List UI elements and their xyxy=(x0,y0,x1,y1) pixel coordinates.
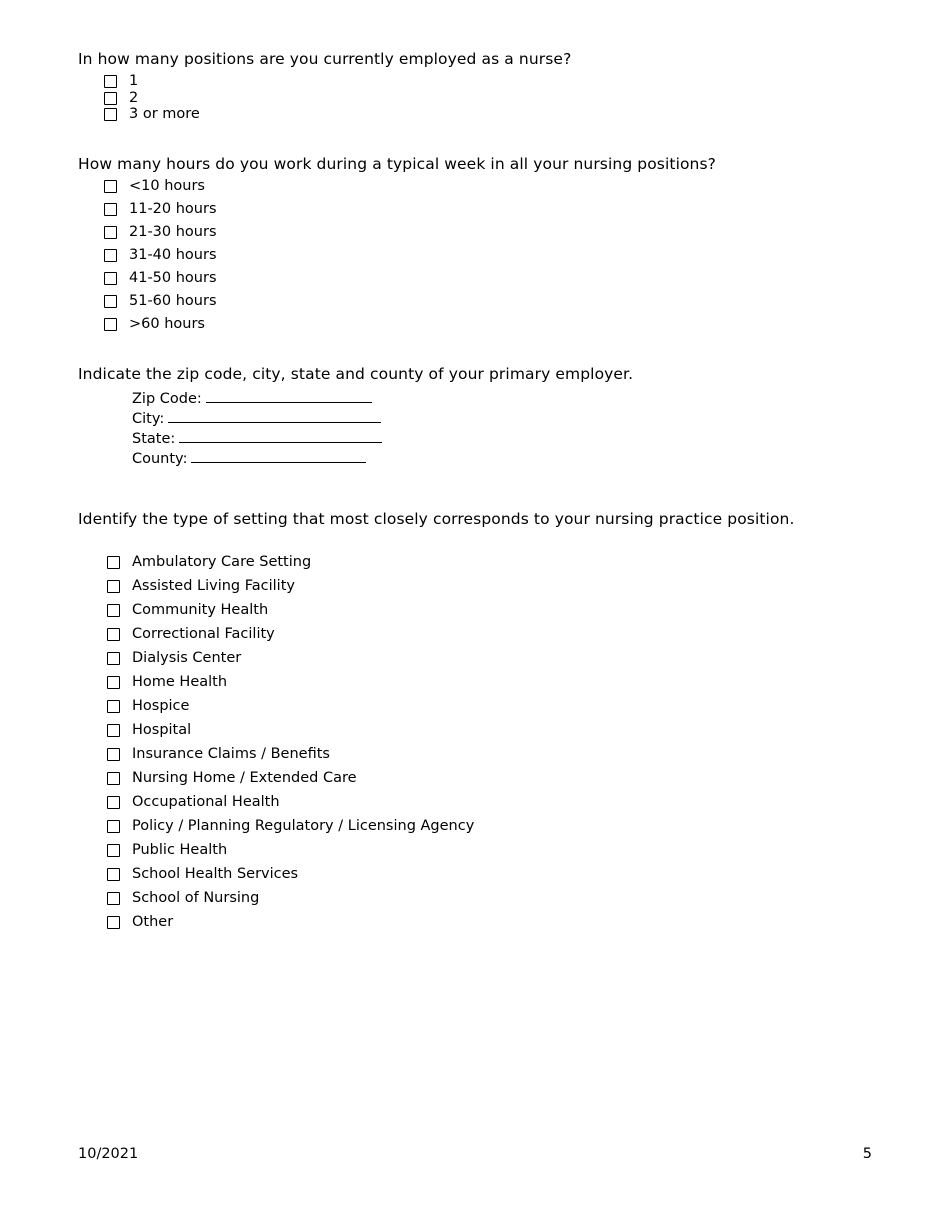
option-row[interactable] xyxy=(107,915,872,930)
option-list-hours-worked xyxy=(78,179,872,332)
field-label: County: xyxy=(132,451,188,468)
option-row[interactable] xyxy=(104,271,872,286)
option-label: School of Nursing xyxy=(132,889,260,906)
option-row[interactable] xyxy=(107,555,872,570)
checkbox-icon[interactable] xyxy=(107,820,120,833)
checkbox-icon[interactable] xyxy=(104,249,117,262)
option-row[interactable] xyxy=(107,603,872,618)
checkbox-icon[interactable] xyxy=(104,318,117,331)
option-label: 21-30 hours xyxy=(129,224,217,241)
option-label: Ambulatory Care Setting xyxy=(132,553,312,570)
checkbox-icon[interactable] xyxy=(107,892,120,905)
field-label: Zip Code: xyxy=(132,391,202,408)
spacer xyxy=(78,535,872,555)
checkbox-icon[interactable] xyxy=(107,724,120,737)
option-label: 31-40 hours xyxy=(129,247,217,264)
field-label: State: xyxy=(132,431,176,448)
employer-location-fields xyxy=(132,389,872,469)
option-label: Other xyxy=(132,913,174,930)
option-label: Community Health xyxy=(132,601,269,618)
checkbox-icon[interactable] xyxy=(107,556,120,569)
question-block-positions-employed xyxy=(78,48,872,122)
option-label: 3 or more xyxy=(129,106,200,123)
option-label: >60 hours xyxy=(129,316,205,333)
option-row[interactable] xyxy=(107,795,872,810)
spacer xyxy=(78,488,872,508)
zip-code-input[interactable] xyxy=(206,389,372,403)
city-input[interactable] xyxy=(168,409,381,423)
option-label: Assisted Living Facility xyxy=(132,577,295,594)
option-list-practice-setting xyxy=(78,555,872,930)
option-row[interactable] xyxy=(107,771,872,786)
option-label: Occupational Health xyxy=(132,793,280,810)
option-row[interactable] xyxy=(107,723,872,738)
option-row[interactable] xyxy=(107,579,872,594)
option-row[interactable] xyxy=(107,843,872,858)
question-text: In how many positions are you currently employed as a nurse? xyxy=(78,50,572,68)
option-label: 2 xyxy=(129,89,139,106)
checkbox-icon[interactable] xyxy=(107,580,120,593)
option-label: Hospice xyxy=(132,697,190,714)
checkbox-icon[interactable] xyxy=(104,92,117,105)
checkbox-icon[interactable] xyxy=(107,676,120,689)
footer-page-number: 5 xyxy=(862,1146,872,1162)
field-label: City: xyxy=(132,411,165,428)
option-row[interactable] xyxy=(107,627,872,642)
field-row-zip-code xyxy=(132,389,872,409)
option-label: 11-20 hours xyxy=(129,201,217,218)
footer-date: 10/2021 xyxy=(78,1146,139,1162)
checkbox-icon[interactable] xyxy=(107,796,120,809)
option-label: Policy / Planning Regulatory / Licensing Agency xyxy=(132,817,475,834)
checkbox-icon[interactable] xyxy=(104,226,117,239)
question-block-employer-location xyxy=(78,363,872,469)
county-input[interactable] xyxy=(191,449,366,463)
field-row-city xyxy=(132,409,872,429)
field-row-state xyxy=(132,429,872,449)
checkbox-icon[interactable] xyxy=(107,628,120,641)
option-label: 51-60 hours xyxy=(129,293,217,310)
question-text: Identify the type of setting that most closely corresponds to your nursing practice position. xyxy=(78,510,795,529)
question-block-hours-worked xyxy=(78,153,872,332)
option-row[interactable] xyxy=(107,675,872,690)
option-label: Hospital xyxy=(132,721,192,738)
question-text: Indicate the zip code, city, state and county of your primary employer. xyxy=(78,364,634,383)
option-row[interactable] xyxy=(104,294,872,309)
option-row[interactable] xyxy=(104,179,872,194)
question-block-practice-setting xyxy=(78,508,872,929)
checkbox-icon[interactable] xyxy=(107,844,120,857)
checkbox-icon[interactable] xyxy=(107,868,120,881)
checkbox-icon[interactable] xyxy=(104,108,117,121)
option-label: School Health Services xyxy=(132,865,299,882)
option-row[interactable] xyxy=(107,891,872,906)
option-row[interactable] xyxy=(104,225,872,240)
checkbox-icon[interactable] xyxy=(107,604,120,617)
checkbox-icon[interactable] xyxy=(104,295,117,308)
option-row[interactable] xyxy=(104,74,872,89)
checkbox-icon[interactable] xyxy=(104,180,117,193)
checkbox-icon[interactable] xyxy=(104,272,117,285)
option-row[interactable] xyxy=(104,317,872,332)
option-label: Home Health xyxy=(132,673,228,690)
option-row[interactable] xyxy=(107,699,872,714)
checkbox-icon[interactable] xyxy=(107,748,120,761)
option-label: Insurance Claims / Benefits xyxy=(132,745,330,762)
option-row[interactable] xyxy=(104,107,872,122)
option-row[interactable] xyxy=(107,651,872,666)
option-row[interactable] xyxy=(107,819,872,834)
option-label: <10 hours xyxy=(129,178,205,195)
field-row-county xyxy=(132,449,872,469)
option-list-positions-employed xyxy=(78,74,872,122)
option-label: Dialysis Center xyxy=(132,649,242,666)
option-row[interactable] xyxy=(107,747,872,762)
checkbox-icon[interactable] xyxy=(107,916,120,929)
page-footer xyxy=(78,1146,872,1162)
option-label: Nursing Home / Extended Care xyxy=(132,769,357,786)
checkbox-icon[interactable] xyxy=(107,772,120,785)
option-row[interactable] xyxy=(104,91,872,106)
checkbox-icon[interactable] xyxy=(104,203,117,216)
option-row[interactable] xyxy=(104,248,872,263)
option-row[interactable] xyxy=(107,867,872,882)
option-label: 1 xyxy=(129,73,139,90)
option-label: Public Health xyxy=(132,841,228,858)
checkbox-icon[interactable] xyxy=(107,652,120,665)
state-input[interactable] xyxy=(179,429,382,443)
spacer xyxy=(78,351,872,363)
option-label: 41-50 hours xyxy=(129,270,217,287)
option-label: Correctional Facility xyxy=(132,625,275,642)
checkbox-icon[interactable] xyxy=(107,700,120,713)
option-row[interactable] xyxy=(104,202,872,217)
checkbox-icon[interactable] xyxy=(104,75,117,88)
spacer xyxy=(78,141,872,153)
question-text: How many hours do you work during a typical week in all your nursing positions? xyxy=(78,154,716,173)
